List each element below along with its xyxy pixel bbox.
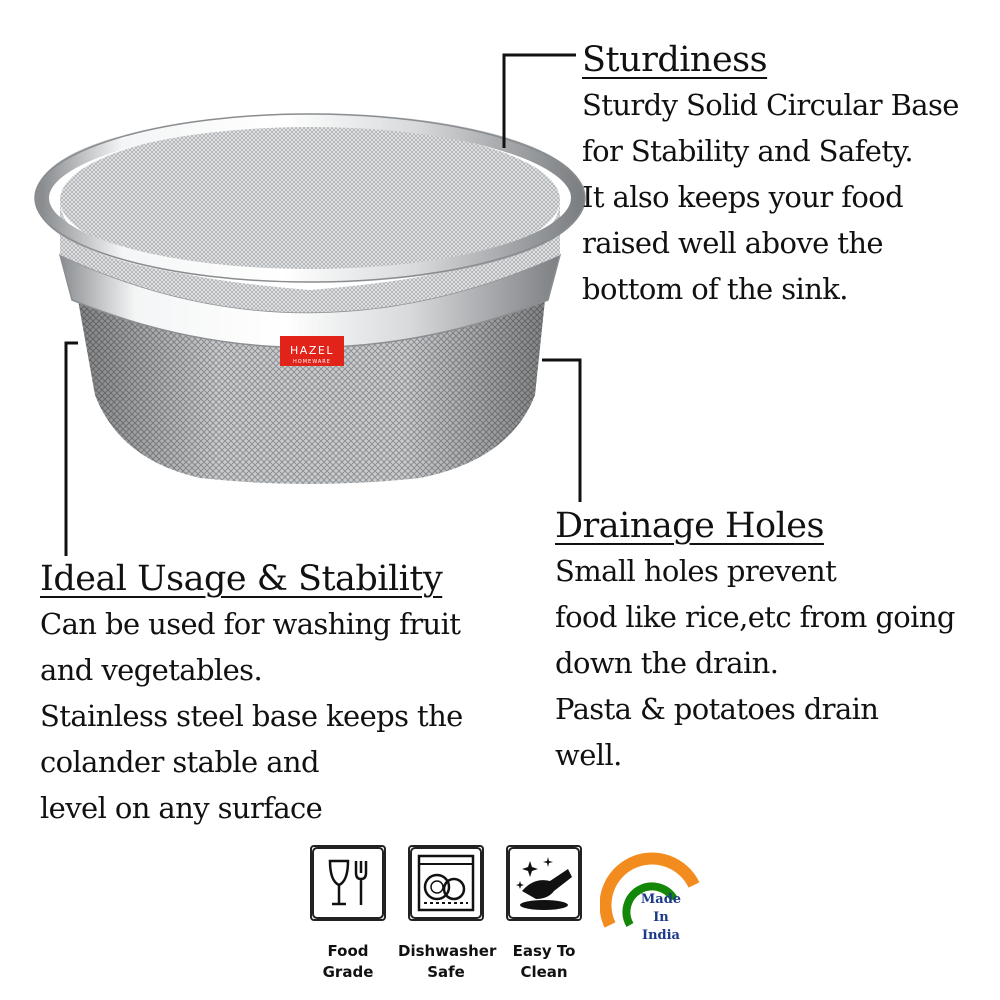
drainage-callout xyxy=(555,504,955,778)
sturdiness-line: for Stability and Safety. xyxy=(582,134,913,168)
food-grade-label-1: Food xyxy=(327,942,369,960)
ideal-usage-line: and vegetables. xyxy=(40,653,263,687)
easy-clean-icon xyxy=(506,845,582,921)
colander-body xyxy=(35,114,585,484)
dishwasher-label-1: Dishwasher xyxy=(398,942,497,960)
drainage-line: down the drain. xyxy=(555,646,779,680)
ideal-leader xyxy=(66,343,78,556)
food-grade-label-2: Grade xyxy=(322,963,374,981)
ideal-usage-title: Ideal Usage & Stability xyxy=(40,559,443,599)
sturdiness-leader xyxy=(504,55,576,148)
dishwasher-label-2: Safe xyxy=(427,963,465,981)
ideal-usage-line: colander stable and xyxy=(40,745,319,779)
easy-clean-label-2: Clean xyxy=(520,963,568,981)
drainage-leader xyxy=(542,360,580,502)
sturdiness-line: bottom of the sink. xyxy=(582,272,848,306)
ideal-usage-line: Stainless steel base keeps the xyxy=(40,699,463,733)
ideal-usage-line: Can be used for washing fruit xyxy=(40,607,461,641)
drainage-line: well. xyxy=(555,738,622,772)
sturdiness-line: raised well above the xyxy=(582,226,883,260)
made-in-india-line-2: In xyxy=(653,910,669,925)
made-in-india-line-3: India xyxy=(642,928,680,943)
drainage-title: Drainage Holes xyxy=(555,506,824,546)
brand-label xyxy=(280,336,344,366)
easy-clean-label-1: Easy To xyxy=(512,942,576,960)
food-grade-badge xyxy=(300,845,396,983)
sturdiness-title: Sturdiness xyxy=(582,40,768,80)
food-grade-icon xyxy=(310,845,386,921)
ideal-usage-line: level on any surface xyxy=(40,791,323,825)
made-in-india-badge xyxy=(600,845,700,955)
drainage-line: food like rice,etc from going xyxy=(555,600,955,634)
drainage-line: Small holes prevent xyxy=(555,554,837,588)
made-in-india-line-1: Made xyxy=(640,892,682,907)
sturdiness-line: Sturdy Solid Circular Base xyxy=(582,88,959,122)
dishwasher-icon xyxy=(408,845,484,921)
sturdiness-line: It also keeps your food xyxy=(582,180,904,214)
feature-badges xyxy=(300,845,720,995)
brand-name: HAZEL xyxy=(290,344,334,357)
ideal-usage-callout xyxy=(40,557,463,831)
sturdiness-callout xyxy=(582,38,959,312)
dishwasher-safe-badge xyxy=(398,845,497,983)
brand-subtext: HOMEWARE xyxy=(293,359,331,365)
drainage-line: Pasta & potatoes drain xyxy=(555,692,879,726)
easy-to-clean-badge xyxy=(496,845,592,983)
